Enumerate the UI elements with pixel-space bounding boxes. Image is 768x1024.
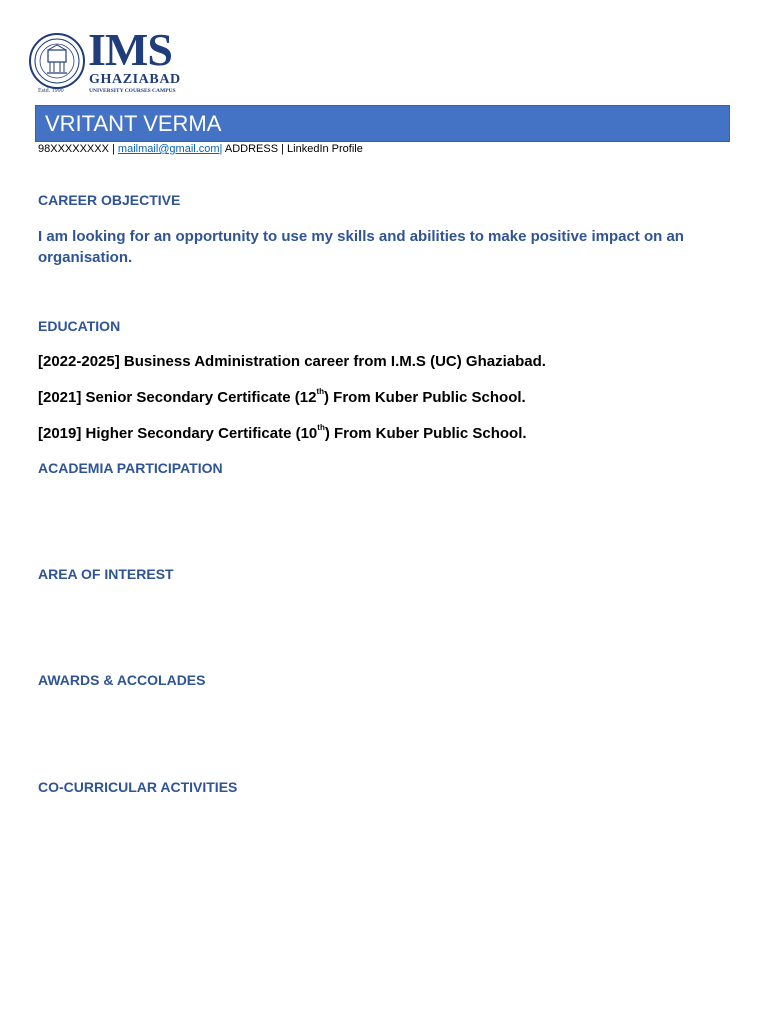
logo-city: GHAZIABAD [89,72,181,87]
contact-separator: | [281,143,284,155]
education-item-text: [2019] Higher Secondary Certificate (10 [38,425,318,442]
education-item [38,389,526,407]
email-link[interactable]: mailmail@gmail.com| [117,143,223,155]
area-of-interest-heading: AREA OF INTEREST [38,566,174,582]
phone-number: 98XXXXXXXX [38,143,109,155]
linkedin-profile[interactable]: LinkedIn Profile [287,143,363,155]
co-curricular-activities-heading: CO-CURRICULAR ACTIVITIES [38,779,238,795]
ims-crest-icon [28,32,86,90]
awards-accolades-heading: AWARDS & ACCOLADES [38,672,206,688]
contact-separator: | [112,143,115,155]
education-item: [2022-2025] Business Administration career from I.M.S (UC) Ghaziabad. [38,353,546,370]
ordinal-suffix: th [317,423,325,432]
logo-brand: IMS [88,24,172,75]
education-heading: EDUCATION [38,318,121,334]
ims-logo [28,24,198,98]
education-item-text: ) From Kuber Public School. [324,425,527,442]
logo-established: Estd. 1990 [38,88,64,94]
education-item-text: [2021] Senior Secondary Certificate (12 [38,389,317,406]
education-item-text: ) From Kuber Public School. [324,389,526,406]
career-objective-text: I am looking for an opportunity to use my skills and abilities to make positive impact on an organisation. [38,228,684,266]
candidate-name: VRITANT VERMA [45,111,222,136]
name-banner [35,105,730,142]
education-item [38,425,527,443]
ordinal-suffix: th [316,387,325,396]
contact-line [38,143,363,156]
address-text: ADDRESS [224,143,279,155]
career-objective-heading: CAREER OBJECTIVE [38,192,181,208]
logo-subtitle: UNIVERSITY COURSES CAMPUS [89,88,176,94]
academia-participation-heading: ACADEMIA PARTICIPATION [38,460,223,476]
